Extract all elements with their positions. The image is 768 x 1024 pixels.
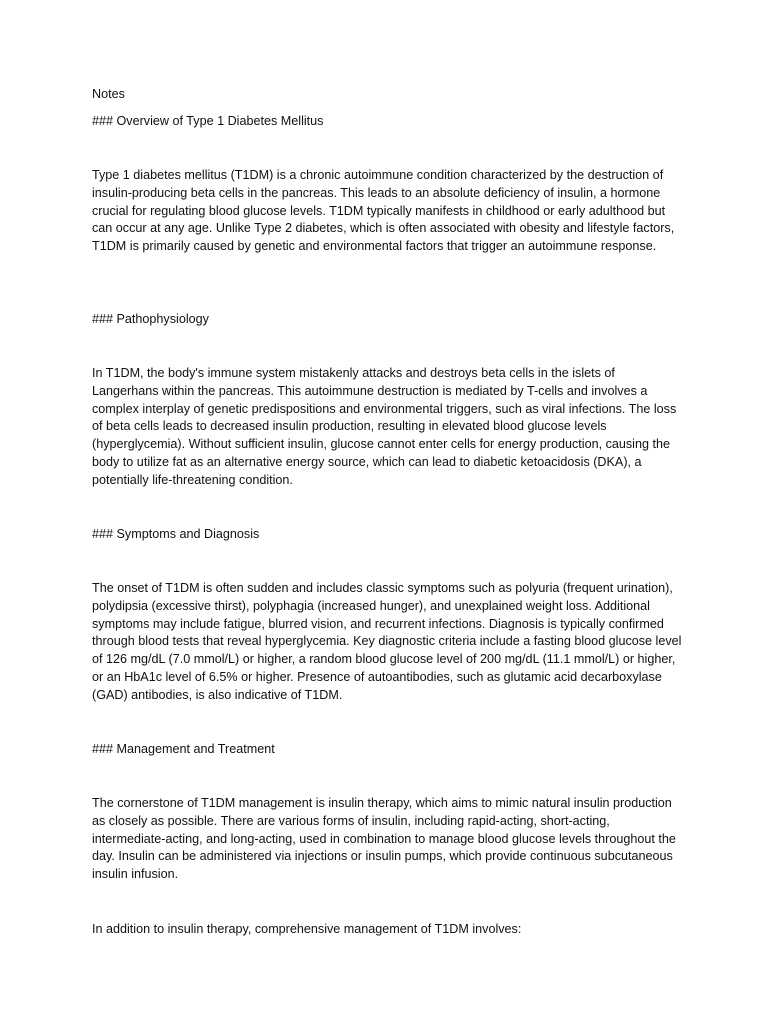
heading-symptoms: ### Symptoms and Diagnosis bbox=[92, 527, 260, 541]
paragraph-symptoms: The onset of T1DM is often sudden and includes classic symptoms such as polyuria (frequent urination), polydipsia (excessive thirst), polyphagia (increased hunger), and unexplained weight loss. Additional symptoms may include fatigue, blurred vision, and recurrent infections. Diagnosis is typically confirmed through blood tests that reveal hyperglycemia. Key diagnostic criteria include a fasting blood glucose level of 126 mg/dL (7.0 mmol/L) or higher, a random blood glucose level of 200 mg/dL (11.1 mmol/L) or higher, or an HbA1c level of 6.5% or higher. Presence of autoantibodies, such as glutamic acid decarboxylase (GAD) antibodies, is also indicative of T1DM. bbox=[92, 581, 682, 702]
notes-label: Notes bbox=[92, 87, 125, 101]
heading-pathophysiology: ### Pathophysiology bbox=[92, 312, 209, 326]
paragraph-overview: Type 1 diabetes mellitus (T1DM) is a chronic autoimmune condition characterized by the destruction of insulin-producing beta cells in the pancreas. This leads to an absolute deficiency of insulin, a hormone crucial for regulating blood glucose levels. T1DM typically manifests in childhood or early adulthood but can occur at any age. Unlike Type 2 diabetes, which is often associated with obesity and lifestyle factors, T1DM is primarily caused by genetic and environmental factors that trigger an autoimmune response. bbox=[92, 168, 675, 254]
paragraph-management: The cornerstone of T1DM management is insulin therapy, which aims to mimic natural insulin production as closely as possible. There are various forms of insulin, including rapid-acting, short-acting, intermediate-acting, and long-acting, used in combination to manage blood glucose levels throughout the day. Insulin can be administered via injections or insulin pumps, which provide continuous subcutaneous insulin infusion. bbox=[92, 796, 676, 882]
paragraph-pathophysiology: In T1DM, the body's immune system mistakenly attacks and destroys beta cells in the islets of Langerhans within the pancreas. This autoimmune destruction is mediated by T-cells and involves a complex interplay of genetic predispositions and environmental triggers, such as viral infections. The loss of beta cells leads to decreased insulin production, resulting in elevated blood glucose levels (hyperglycemia). Without sufficient insulin, glucose cannot enter cells for energy production, causing the body to utilize fat as an alternative energy source, which can lead to diabetic ketoacidosis (DKA), a potentially life-threatening condition. bbox=[92, 366, 677, 487]
heading-overview: ### Overview of Type 1 Diabetes Mellitus bbox=[92, 114, 324, 128]
paragraph-addition: In addition to insulin therapy, comprehensive management of T1DM involves: bbox=[92, 922, 522, 936]
heading-management: ### Management and Treatment bbox=[92, 742, 275, 756]
